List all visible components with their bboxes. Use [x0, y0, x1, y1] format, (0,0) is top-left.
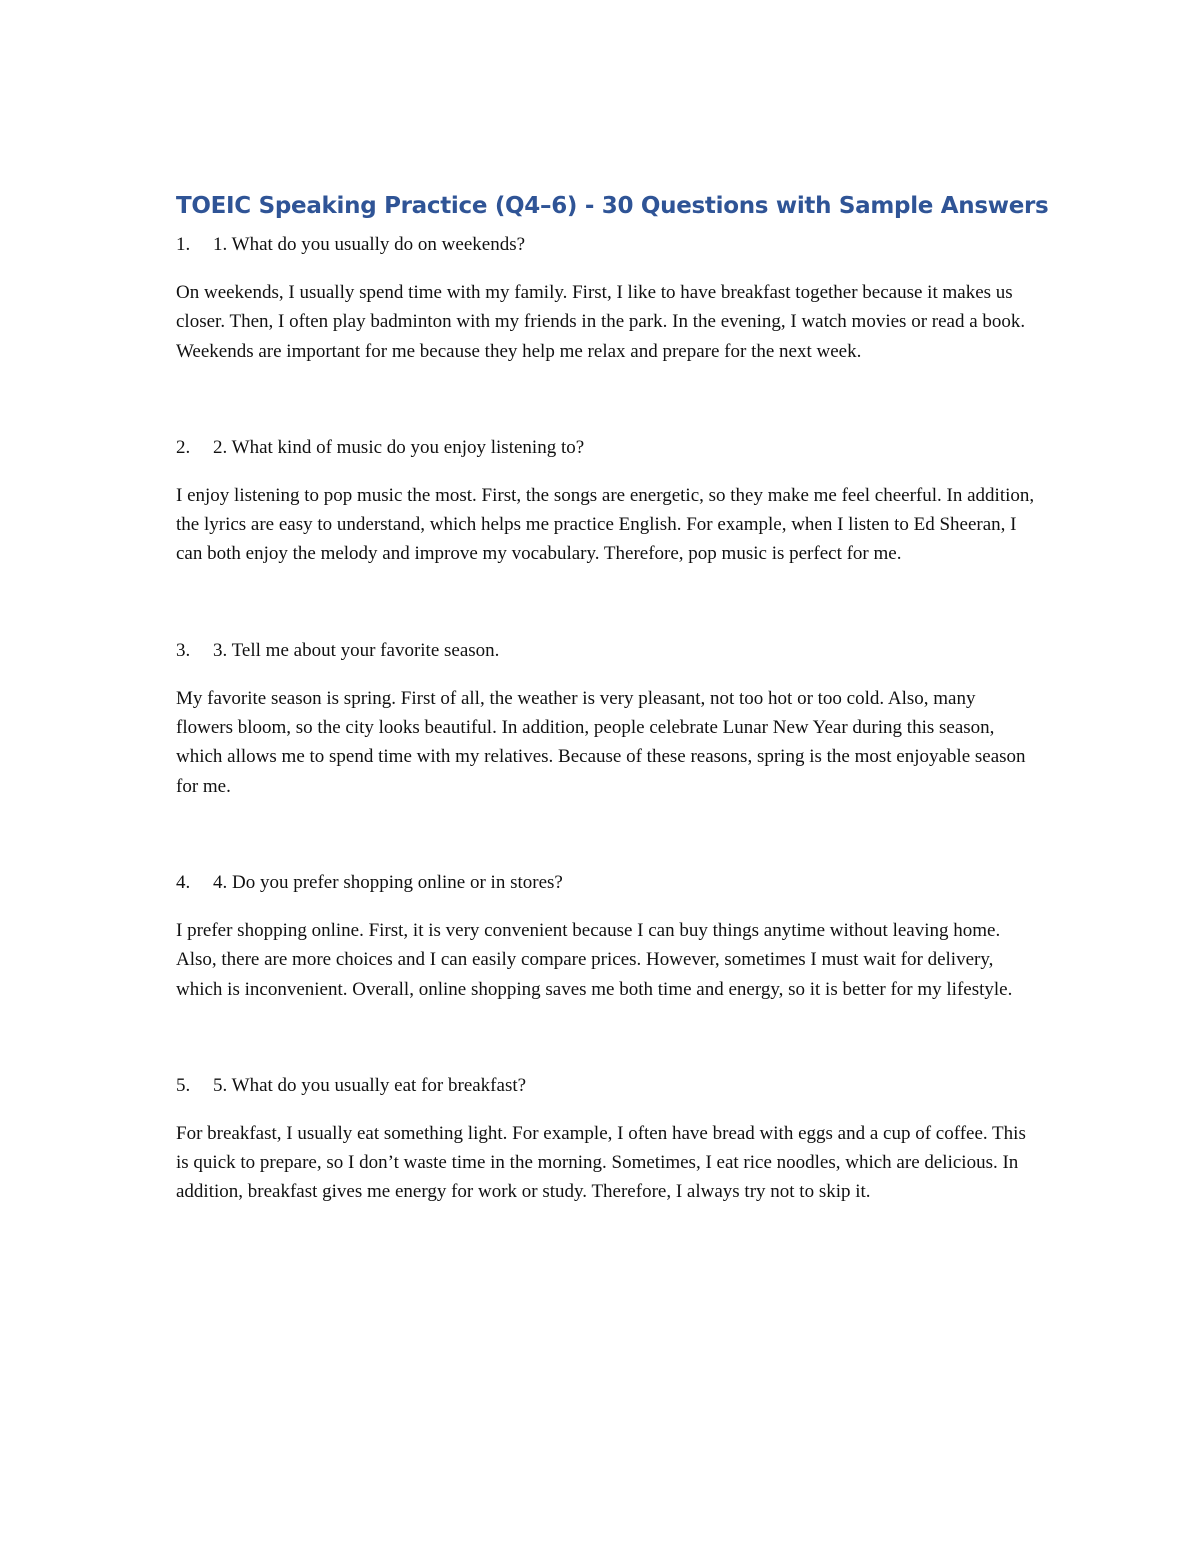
question-number: 5. [176, 1074, 191, 1096]
question-text: 1. What do you usually do on weekends? [213, 234, 526, 255]
document-page [176, 190, 1049, 1207]
answer-text: On weekends, I usually spend time with my family. First, I like to have breakfast together because it makes us closer. Then, I often play badminton with my friends in the park. In the evening, I watch movies or read a book. Weekends are important for me because they help me relax and prepare for the next week. [176, 282, 1026, 362]
question-text: 4. Do you prefer shopping online or in stores? [213, 871, 563, 893]
question-number: 2. [176, 436, 191, 458]
question [176, 433, 1036, 462]
question [176, 636, 1036, 665]
qa-item-3 [176, 636, 1036, 801]
question [176, 1071, 1036, 1100]
question-number: 1. [176, 234, 191, 255]
qa-item-4 [176, 868, 1036, 1004]
document-title: TOEIC Speaking Practice (Q4–6) - 30 Questions with Sample Answers [176, 193, 1049, 219]
question [176, 230, 1036, 259]
answer-text: I enjoy listening to pop music the most. First, the songs are energetic, so they make me feel cheerful. In addition, the lyrics are easy to understand, which helps me practice English. For example, when I listen to Ed Sheeran, I can both enjoy the melody and improve my vocabulary. Therefore, pop music is perfect for me. [176, 484, 1035, 565]
question-text: 2. What kind of music do you enjoy listening to? [213, 436, 585, 458]
question-number: 4. [176, 871, 191, 893]
qa-item-5 [176, 1071, 1036, 1207]
qa-item-2 [176, 433, 1036, 569]
answer-text: My favorite season is spring. First of all, the weather is very pleasant, not too hot or too cold. Also, many flowers bloom, so the city looks beautiful. In addition, people celebrate Lunar New Year during this season, which allows me to spend time with my relatives. Because of these reasons, spring is the most enjoyable season for me. [176, 687, 1026, 797]
answer-text: I prefer shopping online. First, it is very convenient because I can buy things anytime without leaving home. Also, there are more choices and I can easily compare prices. However, sometimes I must wait for delivery, which is inconvenient. Overall, online shopping saves me both time and energy, so it is better for my lifestyle. [176, 919, 1013, 1000]
qa-item-1 [176, 230, 1036, 366]
question [176, 868, 1036, 897]
question-text: 5. What do you usually eat for breakfast? [213, 1074, 527, 1096]
question-number: 3. [176, 639, 191, 661]
answer-text: For breakfast, I usually eat something light. For example, I often have bread with eggs and a cup of coffee. This is quick to prepare, so I don’t waste time in the morning. Sometimes, I eat rice noodles, which are delicious. In addition, breakfast gives me energy for work or study. Therefore, I always try not to skip it. [176, 1122, 1026, 1203]
question-text: 3. Tell me about your favorite season. [213, 639, 500, 661]
